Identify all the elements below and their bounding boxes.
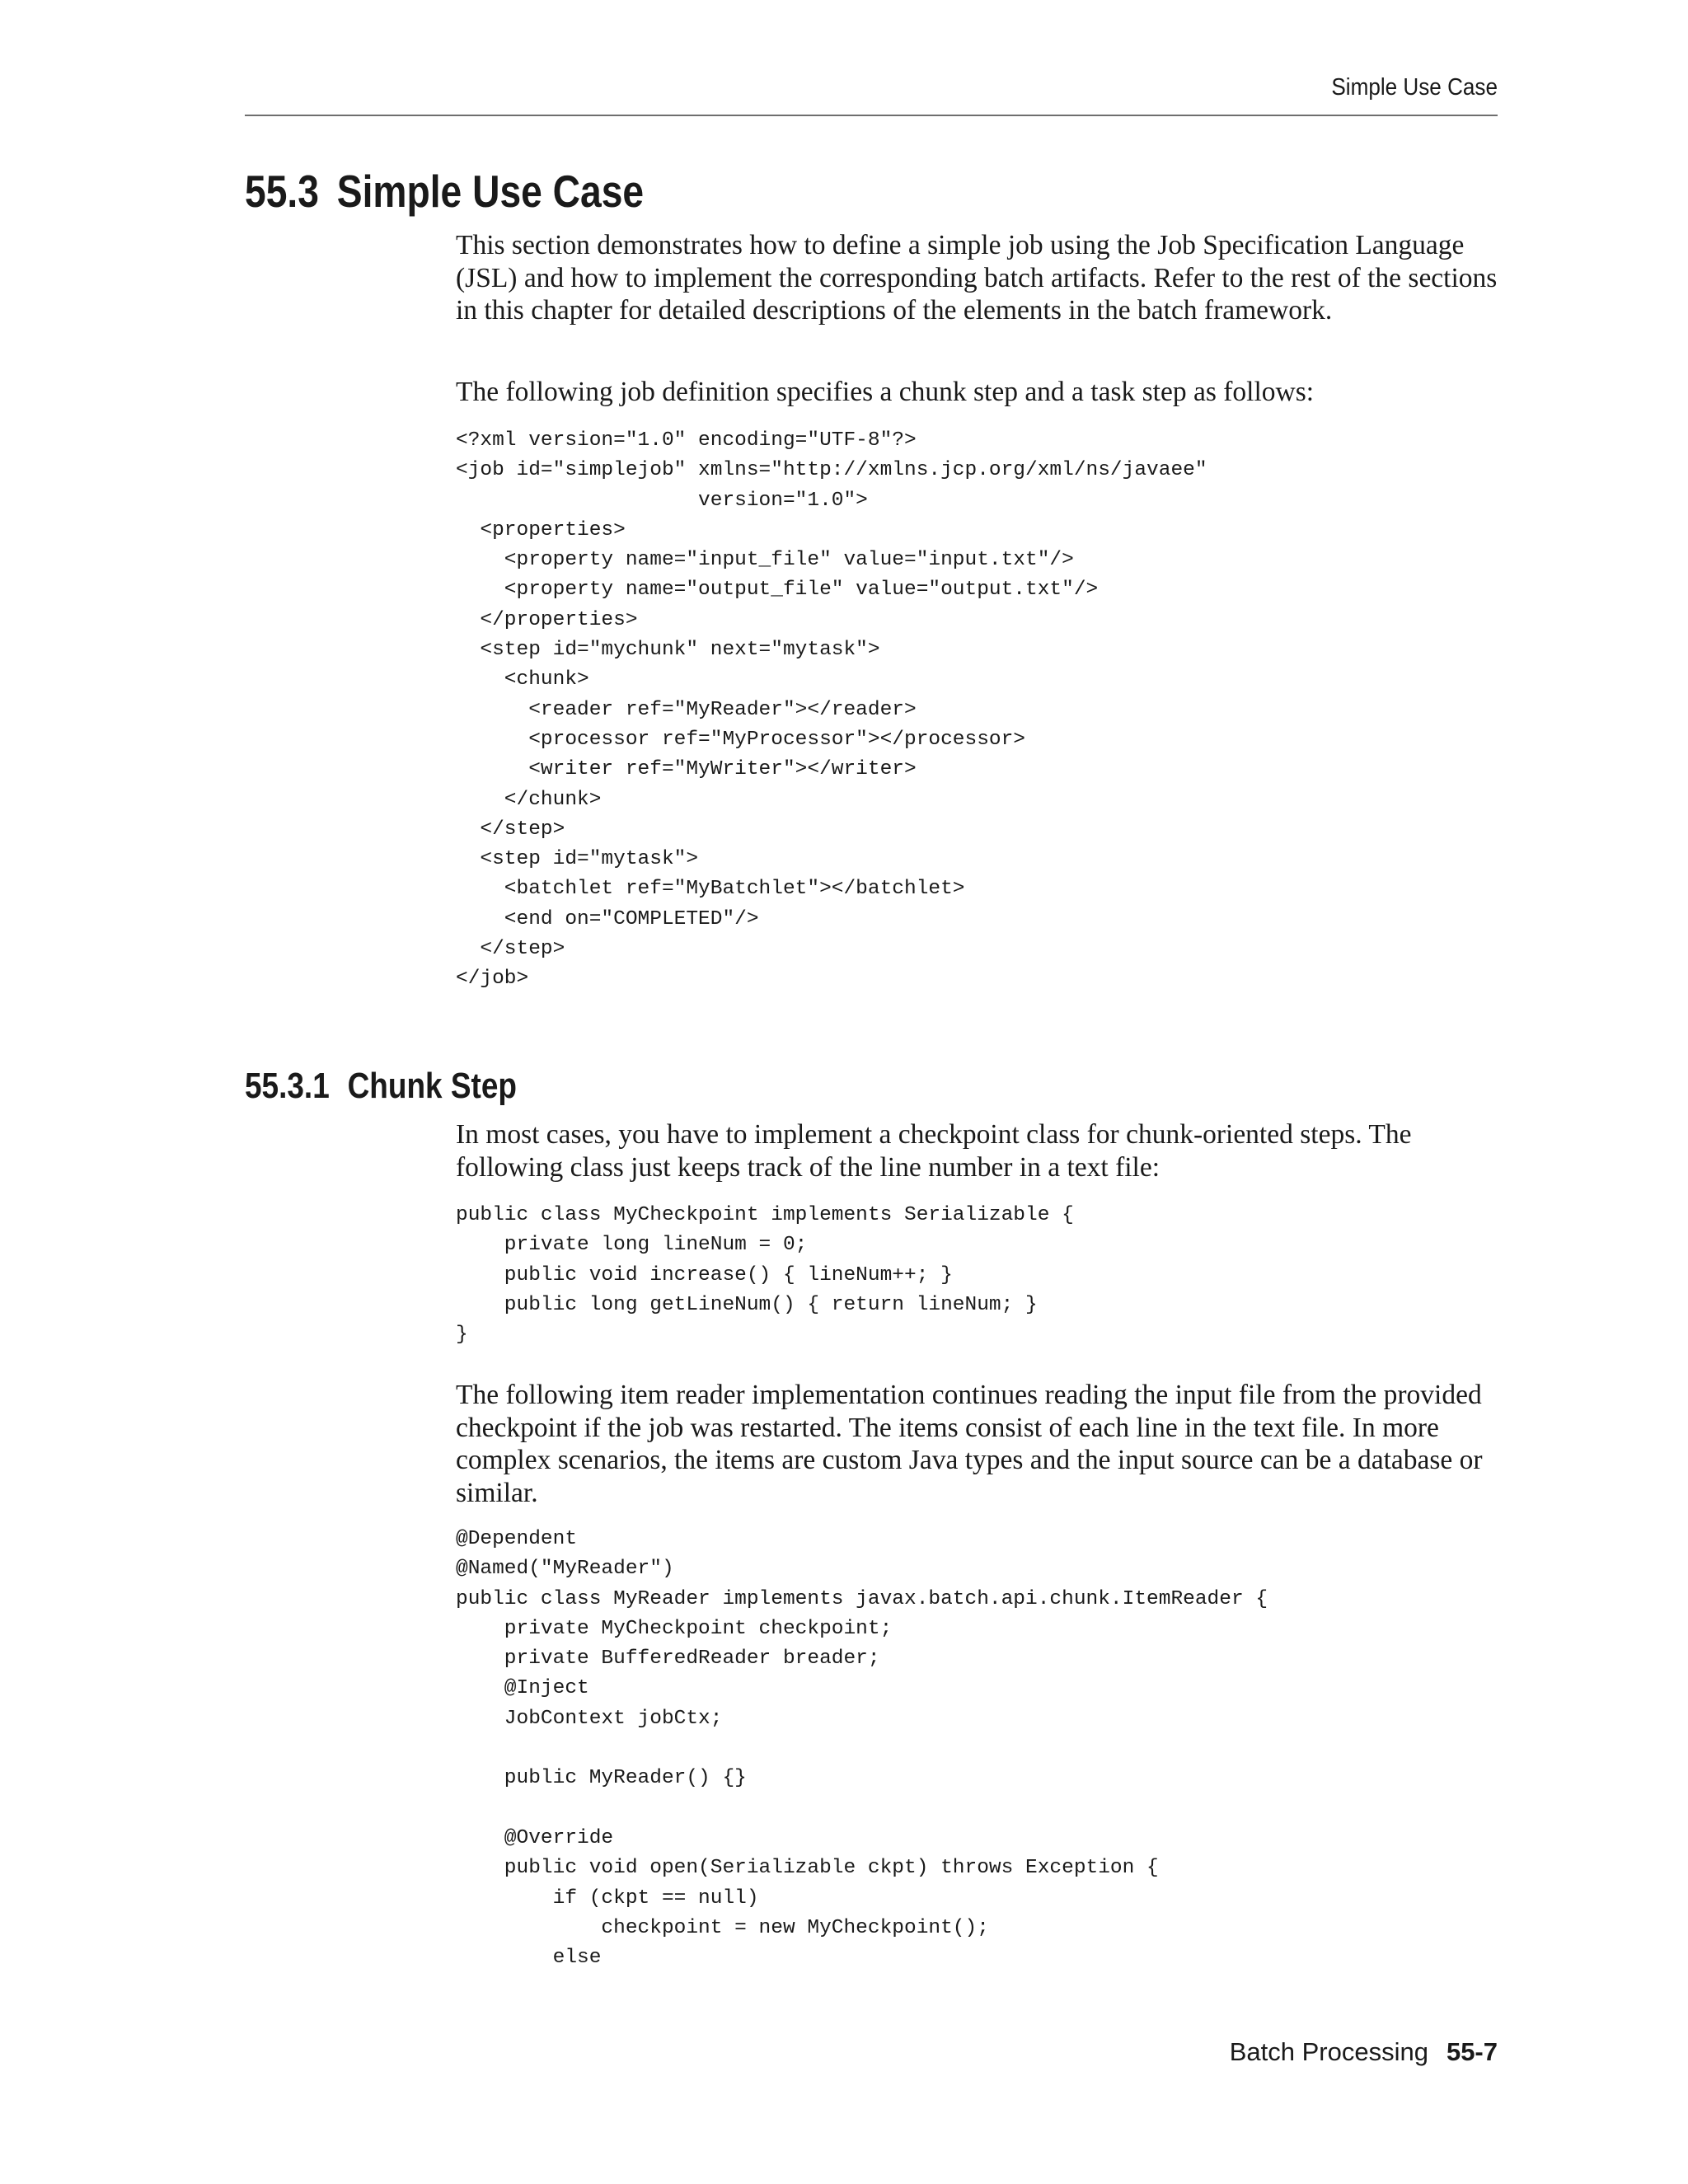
xml-code-block: <?xml version="1.0" encoding="UTF-8"?> <job id="simplejob" xmlns="http://xmlns.jcp.org/xml/ns/javaee" version="1.0"> <properties> <property name="input_file" value="input.txt"/> <property name="output_file" value="output.txt"/> </properties> <step id="mychunk" next="mytask"> <chunk> <reader ref="MyReader"></reader> <processor ref="MyProcessor"></processor> <writer ref="MyWriter"></writer> </chunk> </step> <step id="mytask"> <batchlet ref="MyBatchlet"></batchlet> <end on="COMPLETED"/> </step> </job>	[456, 429, 1207, 991]
reader-code-block: @Dependent @Named("MyReader") public class MyReader implements javax.batch.api.chunk.ItemReader { private MyCheckpoint checkpoint; private BufferedReader breader; @Inject JobContext jobCtx; public MyReader() {} @Override public void open(Serializable ckpt) throws Exception { if (ckpt == null) checkpoint = new MyCheckpoint(); else	[456, 1528, 1268, 1970]
page-footer	[824, 2037, 1498, 2067]
subsection-number: 55.3.1	[245, 1066, 330, 1106]
checkpoint-paragraph: In most cases, you have to implement a checkpoint class for chunk-oriented steps. The following class just keeps track of the line number in a text file:	[456, 1119, 1412, 1183]
section-number: 55.3	[245, 166, 319, 217]
page-number: 55-7	[1446, 2037, 1498, 2066]
checkpoint-code-block: public class MyCheckpoint implements Serializable { private long lineNum = 0; public void increase() { lineNum++; } public long getLineNum() { return lineNum; } }	[456, 1204, 1074, 1347]
running-header: Simple Use Case	[1331, 74, 1498, 101]
header-rule	[245, 115, 1498, 116]
reader-paragraph: The following item reader implementation continues reading the input file from the provided checkpoint if the job was restarted. The items consist of each line in the text file. In more complex scenarios, the items are custom Java types and the input source can be a database or similar.	[456, 1380, 1483, 1508]
section-heading	[245, 165, 644, 218]
job-definition-paragraph: The following job definition specifies a chunk step and a task step as follows:	[456, 377, 1315, 407]
subsection-title: Chunk Step	[347, 1066, 517, 1106]
subsection-heading	[245, 1066, 517, 1107]
footer-chapter: Batch Processing	[1229, 2037, 1428, 2066]
section-title: Simple Use Case	[336, 166, 645, 217]
intro-paragraph: This section demonstrates how to define a simple job using the Job Specification Language (JSL) and how to implement the corresponding batch artifacts. Refer to the rest of the sections in this chapter for detailed descriptions of the elements in the batch framework.	[456, 230, 1498, 326]
